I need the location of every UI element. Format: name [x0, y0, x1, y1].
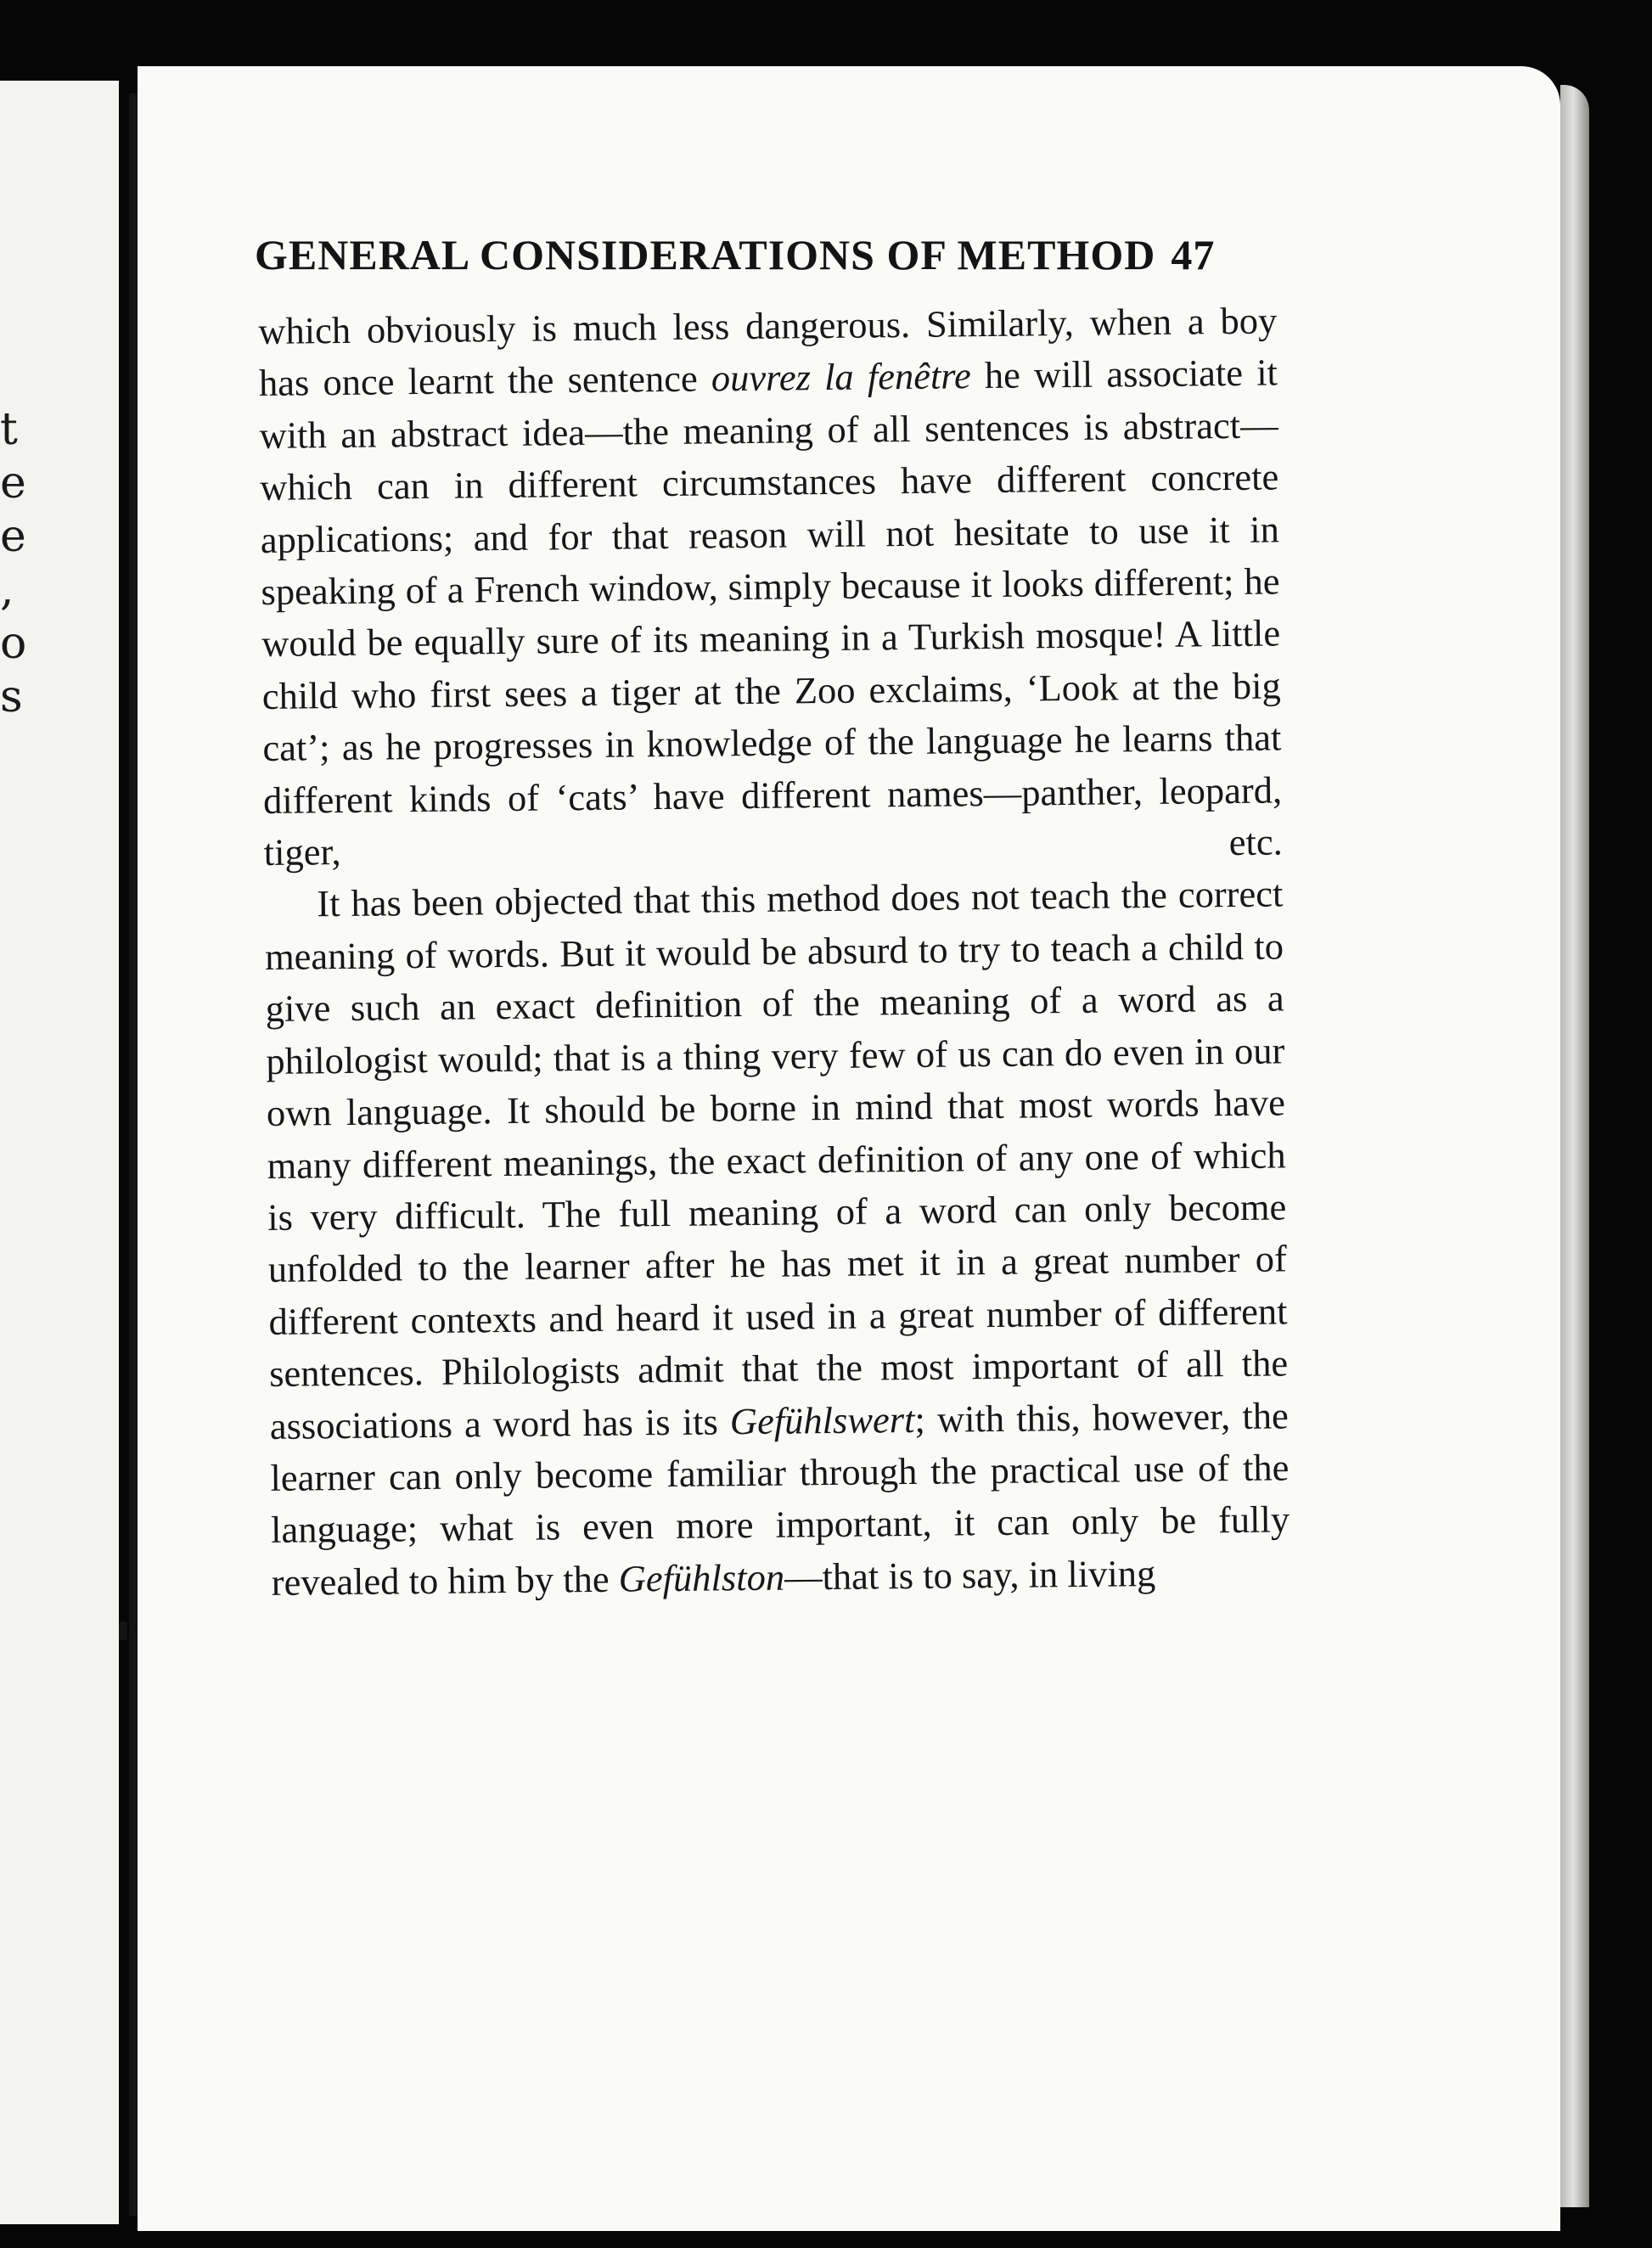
paragraph: It has been objected that this method does not teach the correct meaning of words. But it would be absurd to try to teach a child to give such an exact definition of the meaning of a word as a philologist would; that is a thing very few of us can do even in our own language. It should be borne in mind that most words have many different meanings, the exact definition of any one of which is very difficult. The full meaning of a word can only become unfolded to the learner after he has met it in a great number of different contexts and heard it used in a great number of different sentences. Philologists admit that the most important of all the associations a word has is its Gefühlswert; with this, however, the learner can only become familiar through the practical use of the language; what is even more important, it can only be fully revealed to him by the Gefühlston—that is to say, in living — [264, 872, 1290, 1604]
gutter-mark — [119, 1621, 127, 1640]
running-header — [255, 229, 1256, 280]
facing-page-fragment — [0, 81, 119, 2224]
facing-page-edge-text — [0, 403, 25, 724]
body-text — [258, 295, 1290, 1609]
book-gutter — [129, 93, 138, 2216]
running-title: GENERAL CONSIDERATIONS OF METHOD — [255, 231, 1156, 278]
paragraph: which obviously is much less dangerous. Similarly, when a boy has once learnt the sentence ouvrez la fenêtre he will associate it with an abstract idea—the meaning of all sentences is abstract—which can in different circumstances have different concrete applications; and for that reason will not hesitate to use it in speaking of a French window, simply because it looks different; he would be equally sure of its meaning in a Turkish mosque! A little child who first sees a tiger at the Zoo exclaims, ‘Look at the big cat’; as he progresses in knowledge of the language he learns that different kinds of ‘cats’ have different names—panther, leopard, tiger, etc. — [258, 299, 1283, 874]
facing-page-char: s — [0, 672, 23, 722]
page-stack-edge — [1560, 85, 1589, 2207]
facing-page-char: o — [0, 618, 27, 669]
facing-page-char: e — [0, 458, 26, 509]
facing-page-char: , — [0, 565, 14, 615]
facing-page-char: e — [0, 511, 26, 562]
facing-page-char: t — [0, 404, 18, 455]
page-number: 47 — [1171, 231, 1216, 278]
